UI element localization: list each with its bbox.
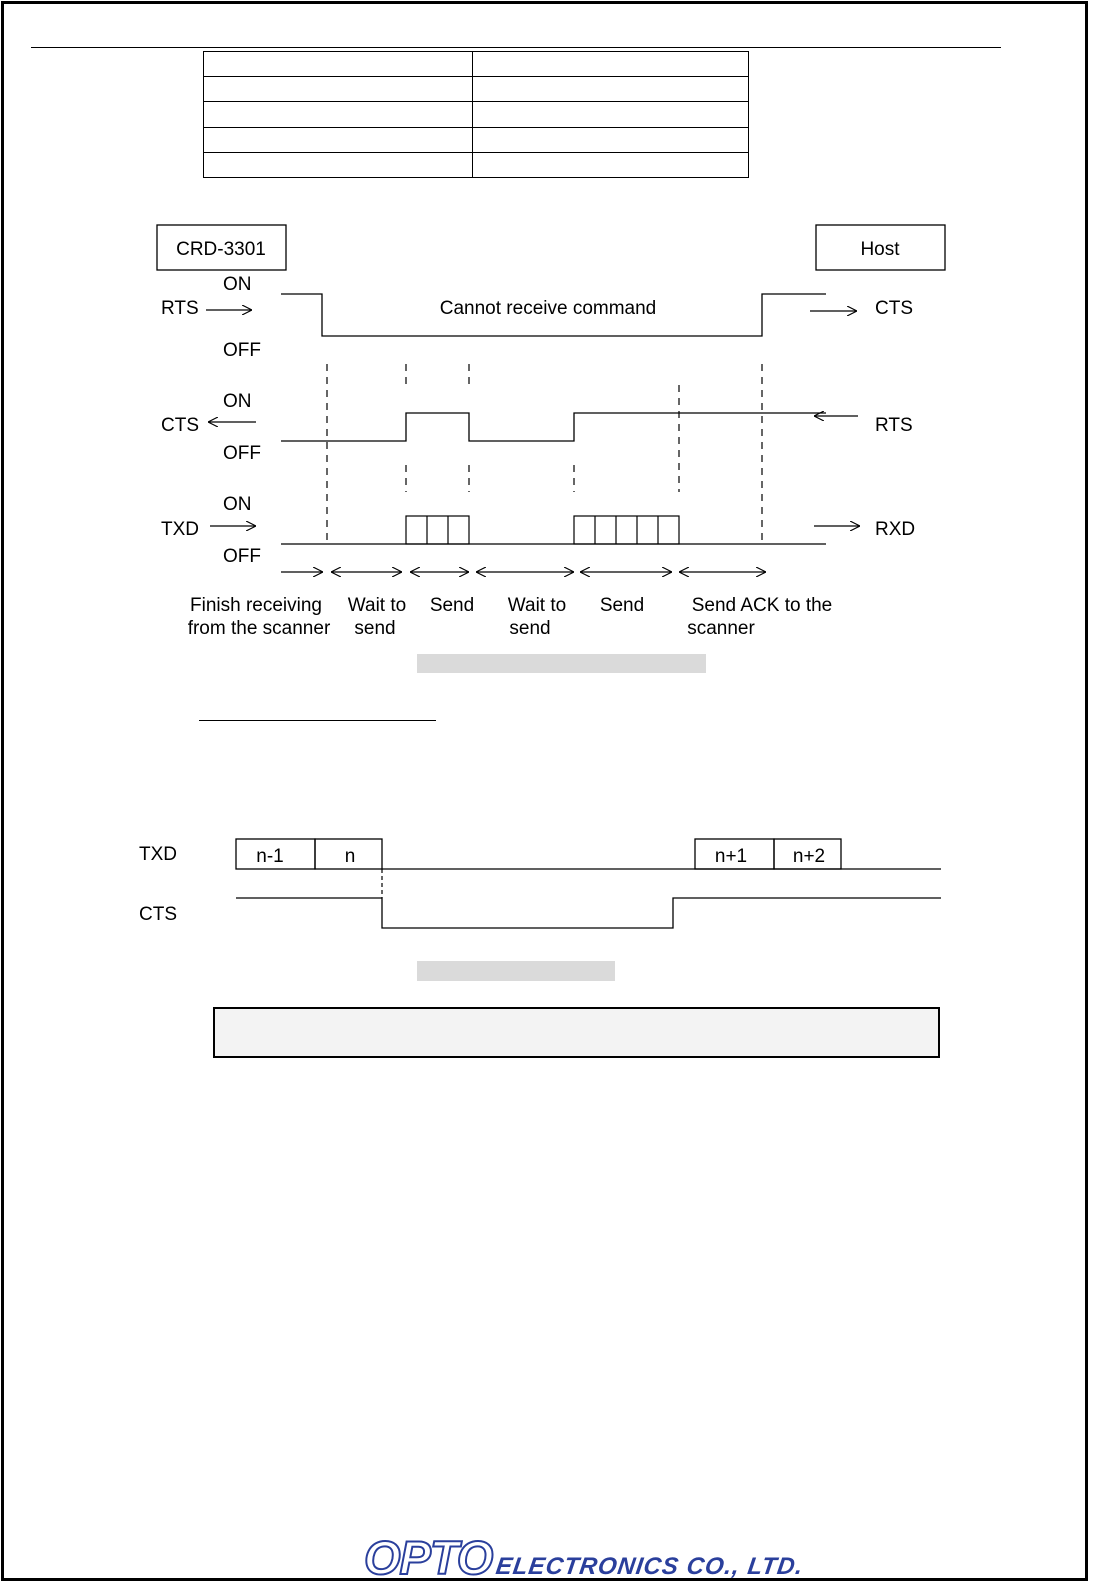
phase-label: Send [599, 595, 645, 616]
cts-txd-diagram [139, 839, 941, 928]
txd-frame-group-2 [574, 516, 679, 544]
phase-label: Send [429, 595, 475, 616]
phase-label: scanner [687, 618, 755, 639]
phase-label: Finish receiving [190, 595, 322, 616]
company-logo [364, 1530, 804, 1585]
txd-frame-group-1 [406, 516, 469, 544]
cts-off-label: OFF [223, 443, 261, 464]
section-underline [199, 720, 436, 721]
rts-on-label: ON [223, 274, 252, 295]
cannot-receive-note: Cannot receive command [439, 298, 657, 319]
phase-label: Wait to [347, 595, 407, 616]
phase-label: send [509, 618, 551, 639]
phase-label: Send ACK to the [691, 595, 833, 616]
host-cts-label: CTS [875, 298, 913, 319]
phase-label: from the scanner [187, 618, 331, 639]
txd-on-label: ON [223, 494, 252, 515]
crd-box-label: CRD-3301 [176, 239, 266, 260]
rts-label: RTS [161, 298, 199, 319]
cts-label: CTS [161, 415, 199, 436]
frame-label: n+1 [714, 846, 748, 867]
handshake-diagram [157, 225, 945, 639]
host-rts-label: RTS [875, 415, 913, 436]
host-box-label: Host [860, 239, 900, 260]
cts-on-label: ON [223, 391, 252, 412]
frame-label: n [344, 846, 356, 867]
txd-label: TXD [161, 519, 199, 540]
host-rxd-label: RXD [875, 519, 916, 540]
figure-caption-bar [417, 961, 615, 981]
cts2-signal [236, 898, 941, 928]
figure-caption-bar [417, 654, 706, 673]
cts2-label: CTS [139, 904, 177, 925]
logo-main: OPTO [364, 1531, 493, 1584]
txd2-label: TXD [139, 844, 177, 865]
frame-label: n-1 [256, 846, 284, 867]
txd-off-label: OFF [223, 546, 261, 567]
phase-label: send [354, 618, 396, 639]
logo-sub: ELECTRONICS CO., LTD. [494, 1553, 806, 1580]
phase-label: Wait to [507, 595, 567, 616]
phase-guides [327, 364, 762, 544]
cts-signal [281, 413, 826, 441]
rts-off-label: OFF [223, 340, 261, 361]
frame-label: n+2 [792, 846, 826, 867]
note-box [213, 1007, 940, 1058]
